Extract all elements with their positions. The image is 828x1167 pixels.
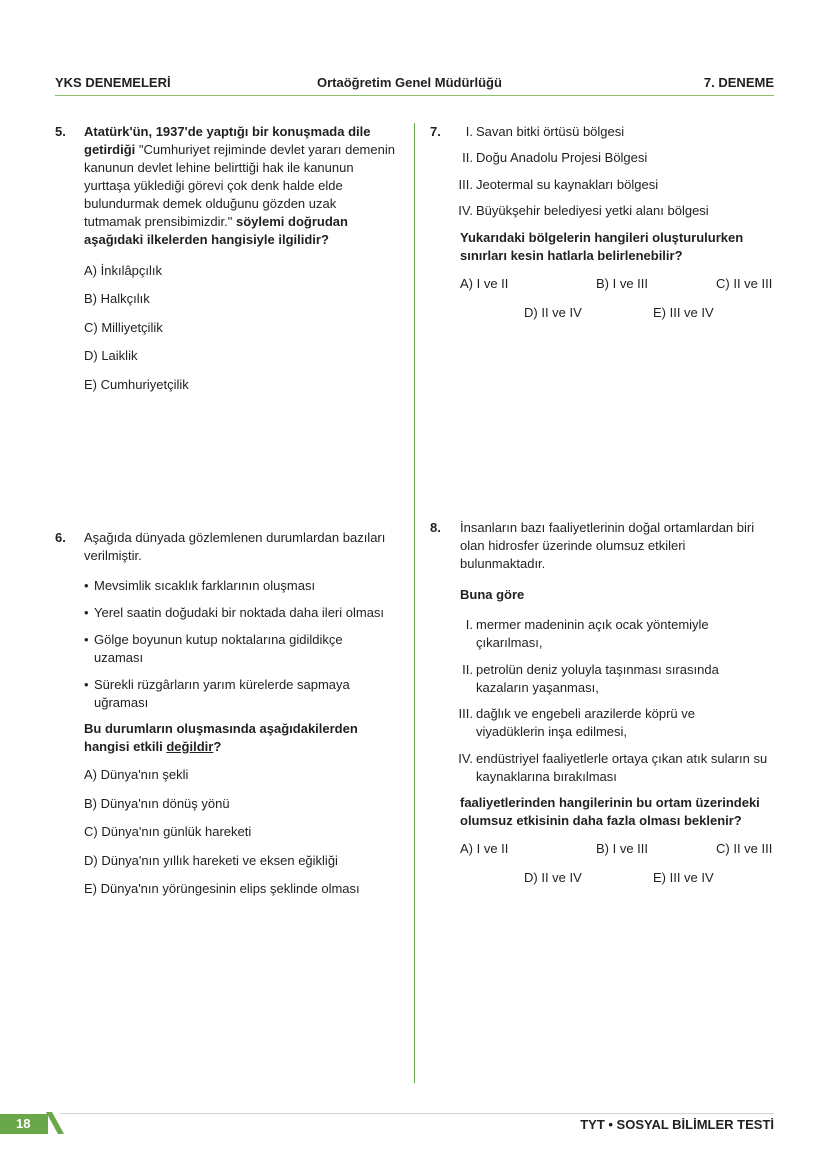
q5-number: 5. bbox=[55, 124, 66, 139]
item-text: petrolün deniz yoluyla taşınması sırasında kazaların yaşanması, bbox=[476, 662, 719, 695]
q6-option-c[interactable]: C) Dünya'nın günlük hareketi bbox=[84, 824, 252, 839]
q6-question bbox=[84, 720, 384, 756]
q6-bullet-text: Yerel saatin doğudaki bir noktada daha ileri olması bbox=[94, 605, 385, 620]
q7-item bbox=[455, 176, 658, 194]
q6-question-mark: ? bbox=[213, 739, 222, 754]
q5-bold2: söylemi doğrudan aşağıdaki ilkelerden hangisiyle ilgilidir? bbox=[84, 214, 348, 247]
q8-option-b[interactable]: B) I ve III bbox=[596, 841, 649, 856]
q7-option-d[interactable]: D) II ve IV bbox=[524, 305, 582, 320]
footer-divider bbox=[60, 1113, 774, 1114]
q6-option-a[interactable]: A) Dünya'nın şekli bbox=[84, 767, 189, 782]
item-text: dağlık ve engebeli arazilerde köprü ve viyadüklerin inşa edilmesi, bbox=[476, 706, 695, 739]
item-text: endüstriyel faaliyetlerle ortaya çıkan atık suların su kaynaklarına bırakılması bbox=[476, 751, 768, 784]
footer-stripe-icon bbox=[44, 1110, 68, 1136]
q5-stem bbox=[84, 123, 396, 249]
q6-bullet-text: Mevsimlik sıcaklık farklarının oluşması bbox=[94, 578, 316, 593]
q6-number: 6. bbox=[55, 530, 66, 545]
q6-bullet-text: Gölge boyunun kutup noktalarına gidildikçe uzaması bbox=[94, 632, 343, 665]
item-text: Büyükşehir belediyesi yetki alanı bölgesi bbox=[476, 203, 709, 218]
roman-numeral: III. bbox=[458, 177, 473, 192]
q6-bullet: • Mevsimlik sıcaklık farklarının oluşması bbox=[84, 578, 316, 593]
q7-number: 7. bbox=[430, 124, 441, 139]
roman-numeral: III. bbox=[458, 706, 473, 721]
q7-question: Yukarıdaki bölgelerin hangileri oluşturulurken sınırları kesin hatlarla belirlenebilir? bbox=[460, 230, 744, 263]
q8-number: 8. bbox=[430, 520, 441, 535]
q6-intro: Aşağıda dünyada gözlemlenen durumlardan bazıları verilmiştir. bbox=[84, 530, 386, 563]
q5-quote: "Cumhuriyet rejiminde devlet yararı demenin kanunun devlet lehine belirttiği hak ile kanunun yurttaşa yüklediği görevi çok denk halde elde bulundurmak demek olduğunu gözden uzak tutmamak prensibimizdir." bbox=[84, 142, 395, 229]
q8-intro: İnsanların bazı faaliyetlerinin doğal ortamlardan biri olan hidrosfer üzerinde olumsuz etkileri bulunmaktadır. bbox=[460, 520, 755, 571]
q5-option-b[interactable]: B) Halkçılık bbox=[84, 291, 150, 306]
q8-item bbox=[455, 750, 775, 786]
q7-option-b[interactable]: B) I ve III bbox=[596, 276, 649, 291]
item-text: mermer madeninin açık ocak yöntemiyle çıkarılması, bbox=[476, 617, 709, 650]
q5-option-a[interactable]: A) İnkılâpçılık bbox=[84, 263, 163, 278]
q6-bullet: • Sürekli rüzgârların yarım kürelerde sapmaya uğraması bbox=[84, 676, 374, 712]
header-divider bbox=[55, 95, 774, 96]
q8-item bbox=[455, 661, 745, 697]
q7-option-c[interactable]: C) II ve III bbox=[716, 276, 773, 291]
q8-lead: Buna göre bbox=[460, 587, 525, 602]
q5-option-c[interactable]: C) Milliyetçilik bbox=[84, 320, 163, 335]
q8-option-c[interactable]: C) II ve III bbox=[716, 841, 773, 856]
q7-item bbox=[455, 123, 624, 141]
header-right: 7. DENEME bbox=[703, 75, 774, 90]
q5-option-e[interactable]: E) Cumhuriyetçilik bbox=[84, 377, 189, 392]
column-divider bbox=[414, 123, 415, 1083]
page-number: 18 bbox=[0, 1114, 48, 1134]
item-text: Jeotermal su kaynakları bölgesi bbox=[476, 177, 659, 192]
item-text: Savan bitki örtüsü bölgesi bbox=[476, 124, 625, 139]
q6-bullet: • Gölge boyunun kutup noktalarına gidildikçe uzaması bbox=[84, 631, 364, 667]
q7-item bbox=[455, 149, 647, 167]
roman-numeral: I. bbox=[465, 124, 473, 139]
q6-option-d[interactable]: D) Dünya'nın yıllık hareketi ve eksen eğikliği bbox=[84, 853, 338, 868]
q8-item bbox=[455, 705, 745, 741]
roman-numeral: II. bbox=[462, 662, 473, 677]
q8-option-e[interactable]: E) III ve IV bbox=[653, 870, 714, 885]
roman-numeral: II. bbox=[462, 150, 473, 165]
q7-item bbox=[455, 202, 709, 220]
q5-option-d[interactable]: D) Laiklik bbox=[84, 348, 138, 363]
q5-bold1: Atatürk'ün, 1937'de yaptığı bir konuşmada dile getirdiği bbox=[84, 124, 371, 157]
q7-option-a[interactable]: A) I ve II bbox=[460, 276, 509, 291]
q6-option-e[interactable]: E) Dünya'nın yörüngesinin elips şeklinde olması bbox=[84, 881, 360, 896]
q7-option-e[interactable]: E) III ve IV bbox=[653, 305, 714, 320]
q6-question-text: Bu durumların oluşmasında aşağıdakilerden hangisi etkili bbox=[84, 721, 358, 754]
q8-option-a[interactable]: A) I ve II bbox=[460, 841, 509, 856]
footer-title: TYT • SOSYAL BİLİMLER TESTİ bbox=[580, 1117, 774, 1132]
q6-negation: değildir bbox=[166, 739, 214, 754]
roman-numeral: IV. bbox=[458, 751, 473, 766]
roman-numeral: IV. bbox=[458, 203, 473, 218]
q6-bullet: • Yerel saatin doğudaki bir noktada daha ileri olması bbox=[84, 605, 385, 620]
header-left: YKS DENEMELERİ bbox=[55, 75, 171, 90]
q8-question: faaliyetlerinden hangilerinin bu ortam üzerindeki olumsuz etkisinin daha fazla olması beklenir? bbox=[460, 795, 760, 828]
q6-bullet-text: Sürekli rüzgârların yarım kürelerde sapmaya uğraması bbox=[94, 677, 350, 710]
q6-option-b[interactable]: B) Dünya'nın dönüş yönü bbox=[84, 796, 230, 811]
item-text: Doğu Anadolu Projesi Bölgesi bbox=[476, 150, 648, 165]
q8-item bbox=[455, 616, 745, 652]
q8-option-d[interactable]: D) II ve IV bbox=[524, 870, 582, 885]
roman-numeral: I. bbox=[465, 617, 473, 632]
header-center: Ortaöğretim Genel Müdürlüğü bbox=[317, 75, 502, 90]
